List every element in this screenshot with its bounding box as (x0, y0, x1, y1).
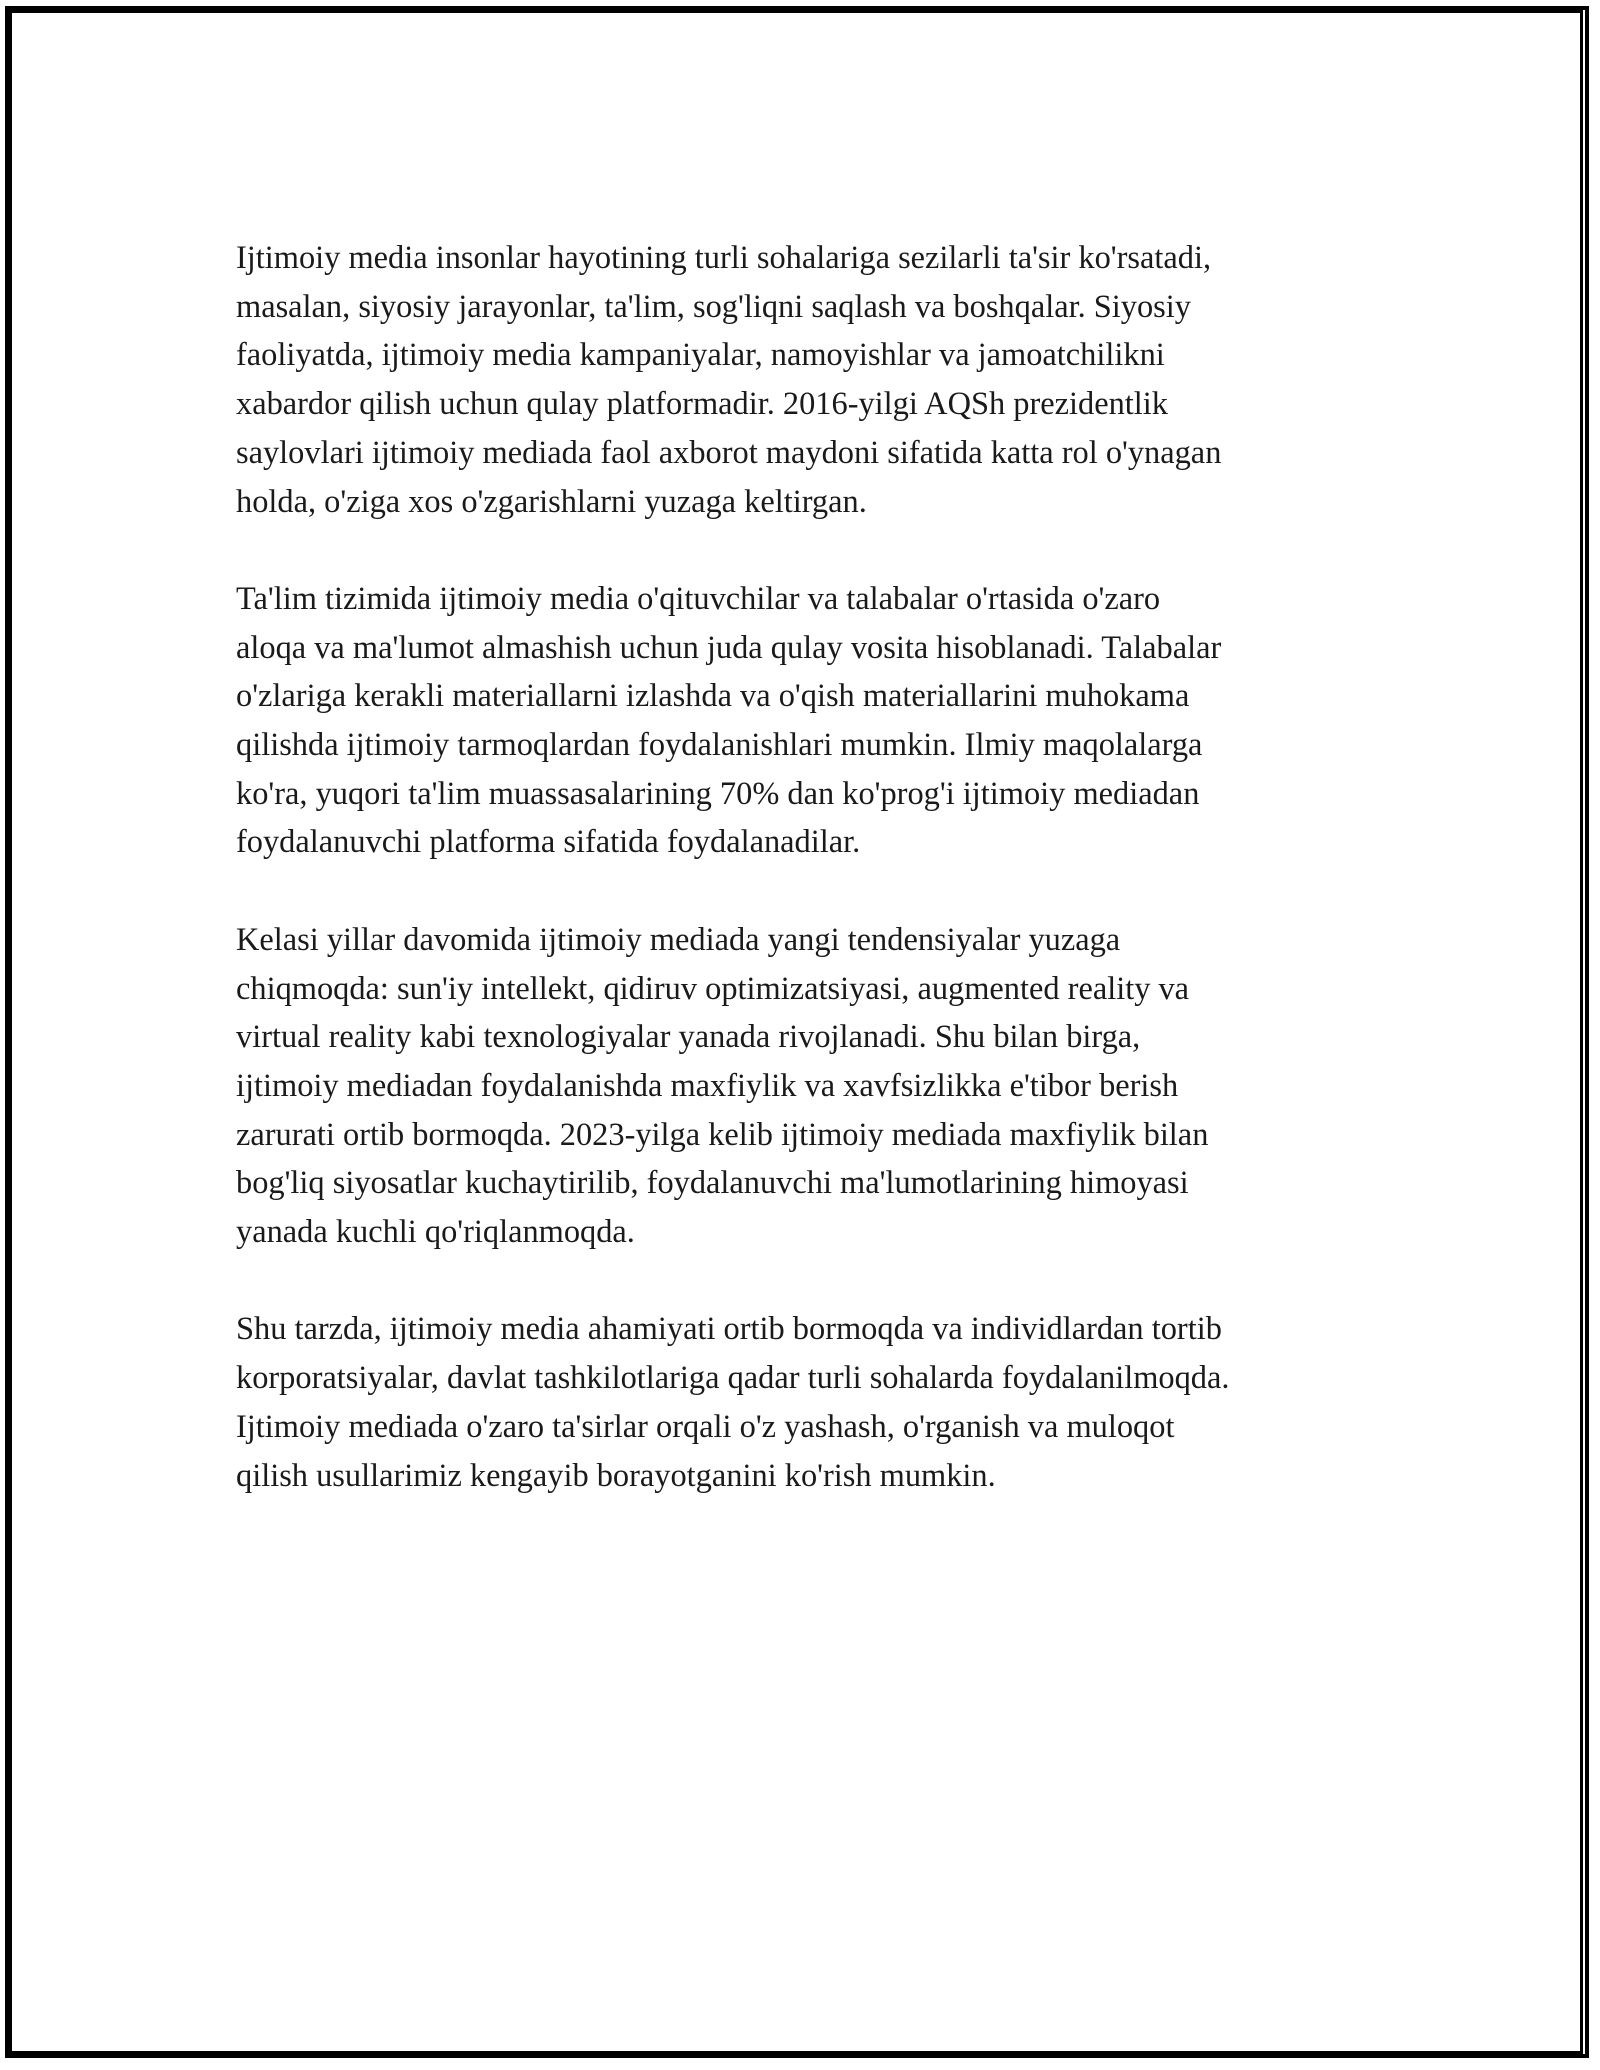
text-line: Ta'lim tizimida ijtimoiy media o'qituvchilar va talabalar o'rtasida o'zaro (236, 580, 1161, 617)
document-body (236, 234, 1396, 1549)
text-line: zarurati ortib bormoqda. 2023-yilga kelib ijtimoiy mediada maxfiylik bilan (236, 1116, 1209, 1153)
text-line: Ijtimoiy media insonlar hayotining turli sohalariga sezilarli ta'sir ko'rsatadi, (236, 240, 1212, 276)
text-line: Shu tarzda, ijtimoiy media ahamiyati ortib bormoqda va individlardan tortib (236, 1311, 1222, 1348)
text-line: Ijtimoiy mediada o'zaro ta'sirlar orqali o'z yashash, o'rganish va muloqot (236, 1408, 1175, 1445)
text-line: saylovlari ijtimoiy mediada faol axborot maydoni sifatida katta rol o'ynagan (236, 434, 1222, 471)
text-line: masalan, siyosiy jarayonlar, ta'lim, sog'liqni saqlash va boshqalar. Siyosiy (236, 288, 1191, 325)
text-line: bog'liq siyosatlar kuchaytirilib, foydalanuvchi ma'lumotlarining himoyasi (236, 1165, 1189, 1202)
text-line: aloqa va ma'lumot almashish uchun juda qulay vosita hisoblanadi. Talabalar (236, 629, 1222, 666)
text-line: foydalanuvchi platforma sifatida foydalanadilar. (236, 824, 861, 861)
paragraph-3 (236, 916, 1396, 1257)
paragraph-4 (236, 1305, 1396, 1500)
text-line: virtual reality kabi texnologiyalar yanada rivojlanadi. Shu bilan birga, (236, 1019, 1141, 1056)
text-line: qilish usullarimiz kengayib borayotganini ko'rish mumkin. (236, 1457, 996, 1494)
text-line: ko'ra, yuqori ta'lim muassasalarining 70% dan ko'prog'i ijtimoiy mediadan (236, 775, 1200, 812)
paragraph-2 (236, 575, 1396, 867)
text-line: chiqmoqda: sun'iy intellekt, qidiruv optimizatsiyasi, augmented reality va (236, 970, 1190, 1007)
text-line: holda, o'ziga xos o'zgarishlarni yuzaga keltirgan. (236, 483, 867, 520)
text-line: ijtimoiy mediadan foydalanishda maxfiylik va xavfsizlikka e'tibor berish (236, 1067, 1179, 1104)
text-line: xabardor qilish uchun qulay platformadir. 2016-yilgi AQSh prezidentlik (236, 386, 1168, 423)
text-line: faoliyatda, ijtimoiy media kampaniyalar, namoyishlar va jamoatchilikni (236, 337, 1165, 374)
text-line: qilishda ijtimoiy tarmoqlardan foydalanishlari mumkin. Ilmiy maqolalarga (236, 727, 1203, 764)
text-line: korporatsiyalar, davlat tashkilotlariga qadar turli sohalarda foydalanilmoqda. (236, 1360, 1230, 1397)
text-line: o'zlariga kerakli materiallarni izlashda va o'qish materiallarini muhokama (236, 678, 1190, 715)
text-line: Kelasi yillar davomida ijtimoiy mediada yangi tendensiyalar yuzaga (236, 921, 1121, 958)
text-line: yanada kuchli qo'riqlanmoqda. (236, 1214, 635, 1251)
paragraph-1 (236, 234, 1396, 526)
